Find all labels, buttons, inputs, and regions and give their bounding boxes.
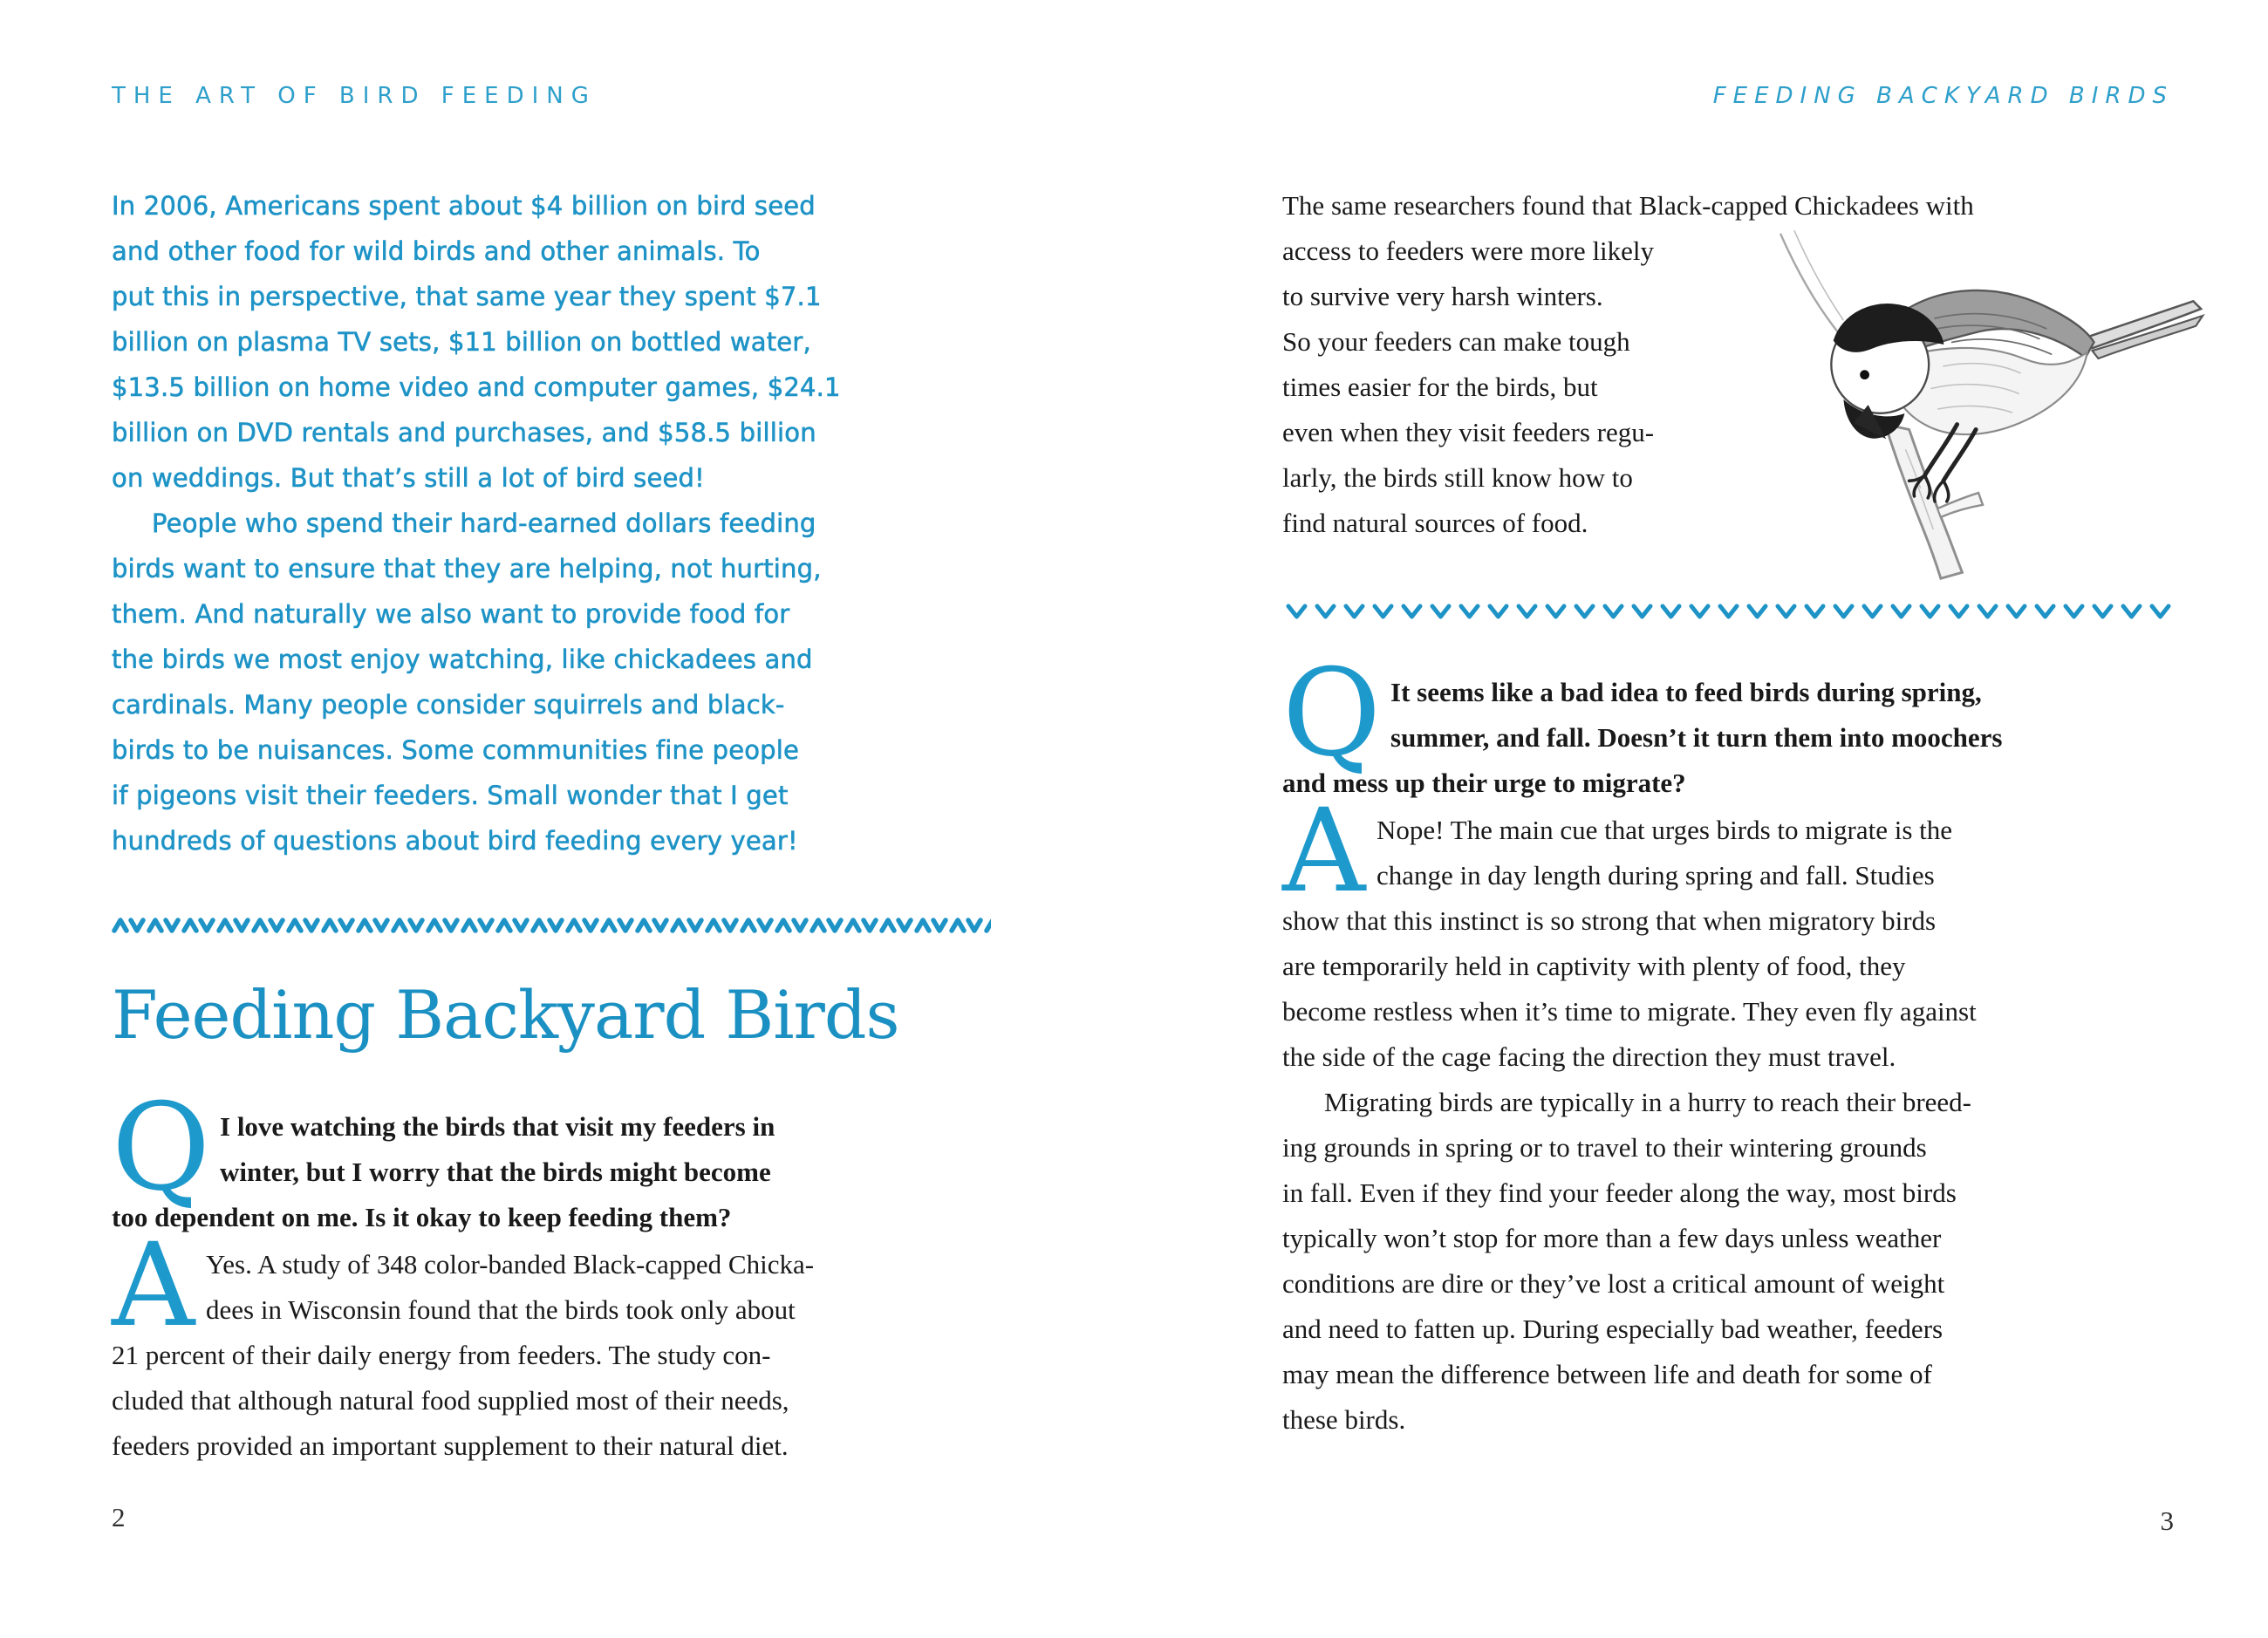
chevron-divider-ornament bbox=[1282, 602, 2174, 621]
answer-text: Nope! The main cue that urges birds to migrate is the change in day length during spring and fall. Studies show that this instinct is so strong that when migratory birds are temporarily held in captivity with plenty of food, they become restless when it’s time to migrate. They even fly against the side of the cage facing the direction they must travel. bbox=[1282, 815, 1977, 1072]
answer-block bbox=[1282, 784, 2174, 1080]
zigzag-divider-ornament bbox=[112, 916, 991, 935]
question-block bbox=[112, 1077, 991, 1240]
right-page-number: 3 bbox=[2160, 1505, 2174, 1536]
intro-paragraph-1: In 2006, Americans spent about $4 billion on bird seed and other food for wild birds and other animals. To put this in perspective, that same year they spent $7.1 billion on plasma TV sets, $11 billion on bottled water, $13.5 billion on home video and computer games, $24.1 billion on DVD rentals and purchases, and $58.5 billion on weddings. But that’s still a lot of bird seed! bbox=[112, 191, 841, 493]
chickadee-paragraph bbox=[1282, 183, 2174, 546]
right-running-header: FEEDING BACKYARD BIRDS bbox=[1712, 83, 2174, 109]
migration-paragraph: Migrating birds are typically in a hurry to reach their breed- ing grounds in spring or to travel to their wintering grounds in fall. Even if they find your feeder along the way, most birds typically won’t stop for more than a few days unless weather conditions are dire or they’ve lost a critical amount of weight and need to fatten up. During especially bad weather, feeders may mean the difference between life and death for some of these birds. bbox=[1282, 1087, 1972, 1435]
chickadee-paragraph-text: The same researchers found that Black-capped Chickadees with access to feeders were more likely to survive very harsh winters. So your feeders can make tough times easier for the birds, but even when they visit feeders regu- larly, the birds still know how to find natural sources of food. bbox=[1282, 190, 1974, 538]
chickadee-illustration bbox=[1755, 227, 2209, 583]
answer-dropcap: A bbox=[112, 1218, 195, 1353]
question-dropcap: Q bbox=[112, 1077, 211, 1218]
question-text: I love watching the birds that visit my feeders in winter, but I worry that the birds might become too dependent on me. Is it okay to keep feeding them? bbox=[112, 1111, 775, 1232]
answer-dropcap: A bbox=[1282, 784, 1366, 918]
answer-block bbox=[112, 1218, 991, 1469]
question-dropcap: Q bbox=[1282, 643, 1382, 783]
left-page-number: 2 bbox=[112, 1502, 126, 1532]
left-page bbox=[112, 83, 991, 1469]
intro-paragraphs bbox=[112, 183, 991, 863]
answer-text: Yes. A study of 348 color-banded Black-capped Chicka- dees in Wisconsin found that the birds took only about 21 percent of their daily energy from feeders. The study con- cluded that although natural food supplied most of their needs, feeders provided an important supplement to their natural diet. bbox=[112, 1249, 815, 1461]
section-heading: Feeding Backyard Birds bbox=[112, 976, 899, 1054]
intro-paragraph-2: People who spend their hard-earned dollars feeding birds want to ensure that they are helping, not hurting, them. And naturally we also want to provide food for the birds we most enjoy watching, like chickadees and cardinals. Many people consider squirrels and black- birds to be nuisances. Some communities fine people if pigeons visit their feeders. Small wonder that I get hundreds of questions about bird feeding every year! bbox=[112, 508, 822, 856]
question-text: It seems like a bad idea to feed birds during spring, summer, and fall. Doesn’t it turn them into moochers and mess up their urge to migrate? bbox=[1282, 677, 2003, 798]
right-page bbox=[1282, 83, 2174, 1443]
question-block bbox=[1282, 643, 2174, 806]
left-running-header: THE ART OF BIRD FEEDING bbox=[112, 83, 597, 109]
